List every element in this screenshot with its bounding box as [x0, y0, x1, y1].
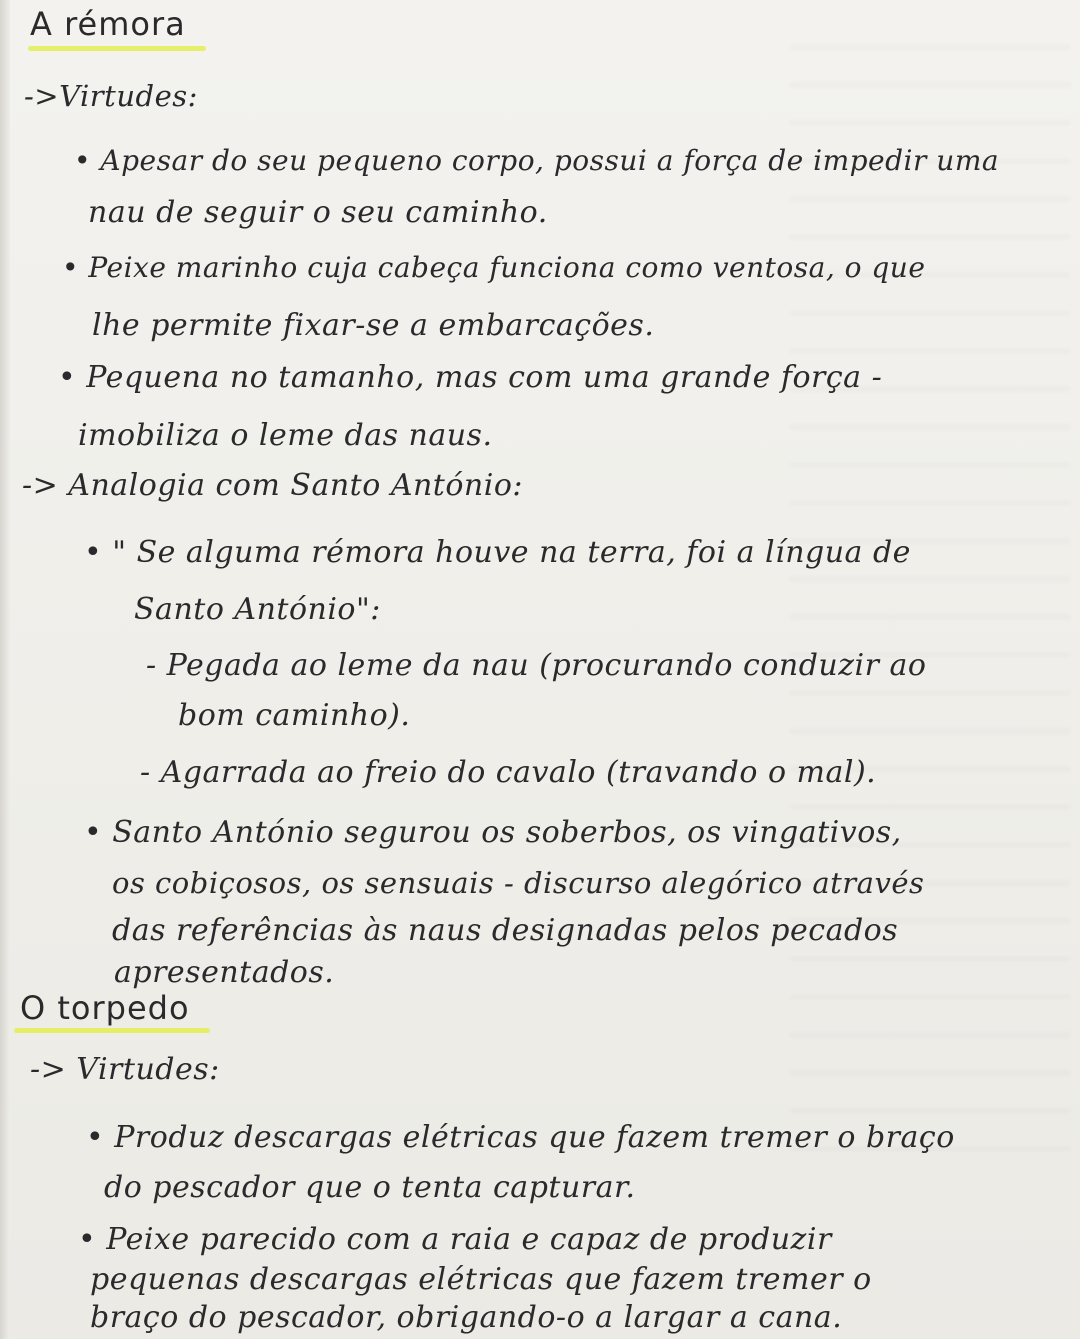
quote-line: • " Se alguma rémora houve na terra, foi a língua de — [84, 535, 911, 570]
section-title-torpedo: O torpedo — [20, 989, 190, 1027]
bullet-line: do pescador que o tenta capturar. — [104, 1170, 636, 1205]
quote-line: Santo António": — [134, 592, 381, 627]
dash-line: - Agarrada ao freio do cavalo (travando o mal). — [140, 755, 877, 790]
section-title-remora: A rémora — [30, 5, 186, 43]
bullet-line: • Pequena no tamanho, mas com uma grande força - — [58, 360, 883, 395]
bullet-line: • Santo António segurou os soberbos, os vingativos, — [84, 815, 902, 850]
bullet-line: • Produz descargas elétricas que fazem tremer o braço — [86, 1120, 955, 1155]
show-through-text — [790, 10, 1070, 1160]
bullet-line: • Peixe marinho cuja cabeça funciona como ventosa, o que — [62, 251, 926, 284]
title-highlight — [28, 46, 206, 51]
page-edge — [0, 0, 10, 1339]
virtudes-heading: ->Virtudes: — [24, 79, 198, 113]
bullet-line: das referências às naus designadas pelos pecados — [112, 913, 899, 948]
bullet-line: • Apesar do seu pequeno corpo, possui a força de impedir uma — [74, 144, 1000, 177]
bullet-line: apresentados. — [114, 955, 335, 990]
dash-line: bom caminho). — [178, 698, 411, 733]
virtudes-heading: -> Virtudes: — [30, 1052, 220, 1087]
dash-line: - Pegada ao leme da nau (procurando conduzir ao — [146, 648, 927, 683]
title-highlight — [14, 1028, 210, 1033]
bullet-line: os cobiçosos, os sensuais - discurso alegórico através — [112, 866, 925, 900]
bullet-line: nau de seguir o seu caminho. — [88, 195, 548, 230]
bullet-line: braço do pescador, obrigando-o a largar a cana. — [90, 1300, 843, 1335]
bullet-line: pequenas descargas elétricas que fazem tremer o — [90, 1262, 872, 1297]
analogia-heading: -> Analogia com Santo António: — [22, 468, 524, 503]
bullet-line: imobiliza o leme das naus. — [78, 418, 493, 453]
bullet-line: lhe permite fixar-se a embarcações. — [92, 308, 655, 343]
bullet-line: • Peixe parecido com a raia e capaz de produzir — [78, 1222, 832, 1257]
